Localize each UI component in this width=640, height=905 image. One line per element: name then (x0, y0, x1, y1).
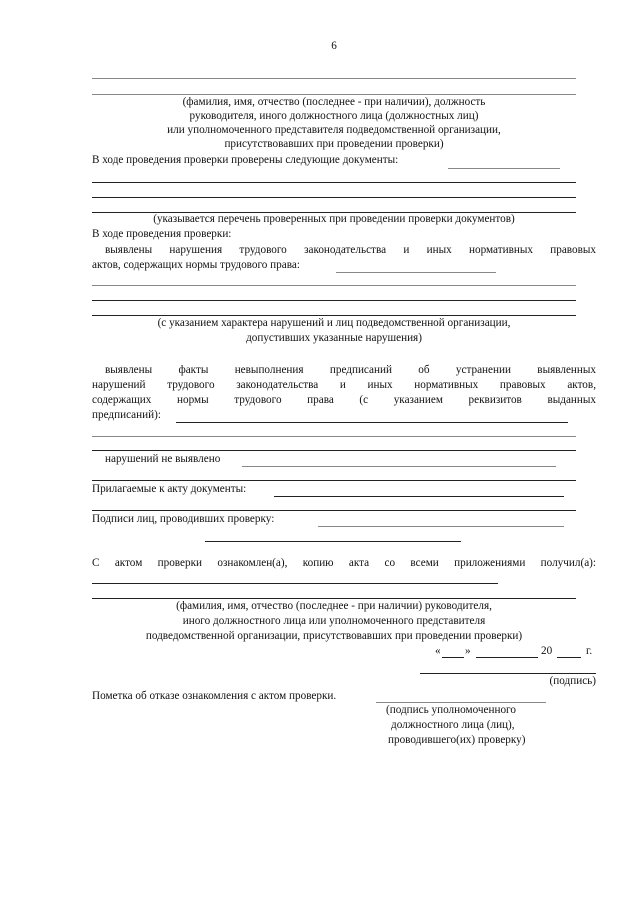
refusal-label: Пометка об отказе ознакомления с актом проверки. (92, 690, 337, 702)
caption-person-line-4: присутствовавших при проведении проверки) (224, 138, 444, 150)
blank-line (92, 480, 576, 481)
date-day-blank (442, 657, 464, 658)
blank-line (92, 285, 576, 286)
nonfulfillment-line-1: выявлены факты невыполнения предписаний об устранении выявленных (105, 364, 596, 376)
blank-line (176, 422, 568, 423)
caption-person-line-2: руководителя, иного должностного лица (должностных лиц) (189, 110, 479, 122)
blank-line (242, 466, 556, 467)
signature-blank (420, 673, 596, 674)
refusal-caption-line-1: (подпись уполномоченного (386, 704, 516, 716)
blank-line (92, 598, 576, 599)
refusal-caption-line-3: проводившего(их) проверку) (388, 734, 526, 746)
date-year-suffix: г. (586, 645, 593, 657)
blank-line (92, 583, 498, 584)
refusal-caption-line-2: должностного лица (лиц), (391, 719, 515, 731)
caption-head-line-1: (фамилия, имя, отчество (последнее - при наличии) руководителя, (176, 600, 492, 612)
date-close-quote: » (465, 645, 471, 657)
signatures-label: Подписи лиц, проводивших проверку: (92, 513, 275, 525)
caption-head-line-2: иного должностного лица или уполномоченного представителя (182, 615, 486, 627)
signature-caption: (подпись) (549, 675, 596, 687)
blank-line (274, 496, 564, 497)
date-open-quote: « (435, 645, 441, 657)
blank-line (205, 541, 461, 542)
documents-checked-label: В ходе проведения проверки проверены следующие документы: (92, 154, 399, 166)
caption-person-line-1: (фамилия, имя, отчество (последнее - при наличии), должность (182, 96, 486, 108)
blank-line (92, 300, 576, 301)
blank-line (92, 450, 576, 451)
blank-line (92, 182, 576, 183)
date-month-blank (476, 657, 538, 658)
blank-line (448, 168, 560, 169)
blank-line (336, 272, 496, 273)
blank-line (92, 94, 576, 95)
nonfulfillment-line-3: содержащих нормы трудового права (с указанием реквизитов выданных (92, 394, 596, 406)
acquainted-text: С актом проверки ознакомлен(а), копию акта со всеми приложениями получил(а): (92, 557, 596, 569)
date-year-blank (557, 657, 581, 658)
caption-person-line-3: или уполномоченного представителя подведомственной организации, (167, 124, 501, 136)
during-check-label: В ходе проведения проверки: (92, 228, 232, 240)
blank-line (92, 510, 576, 511)
date-year-prefix: 20 (541, 645, 553, 657)
violations-found-line-1: выявлены нарушения трудового законодательства и иных нормативных правовых (105, 244, 596, 256)
blank-line (92, 436, 576, 437)
violations-caption-line-2: допустивших указанные нарушения) (246, 332, 422, 344)
blank-line (92, 315, 576, 316)
page-number: 6 (331, 40, 337, 52)
blank-line (92, 78, 576, 79)
blank-line (318, 526, 564, 527)
violations-caption-line-1: (с указанием характера нарушений и лиц подведомственной организации, (157, 317, 511, 329)
caption-head-line-3: подведомственной организации, присутствовавших при проведении проверки) (145, 630, 523, 642)
blank-line (92, 197, 576, 198)
documents-caption: (указывается перечень проверенных при проведении проверки документов) (153, 213, 515, 225)
nonfulfillment-line-4: предписаний): (92, 409, 161, 421)
attached-docs-label: Прилагаемые к акту документы: (92, 483, 247, 495)
blank-line (376, 702, 546, 703)
nonfulfillment-line-2: нарушений трудового законодательства и иных нормативных правовых актов, (92, 379, 596, 391)
violations-found-line-2: актов, содержащих нормы трудового права: (92, 259, 300, 271)
no-violations-label: нарушений не выявлено (105, 453, 221, 465)
